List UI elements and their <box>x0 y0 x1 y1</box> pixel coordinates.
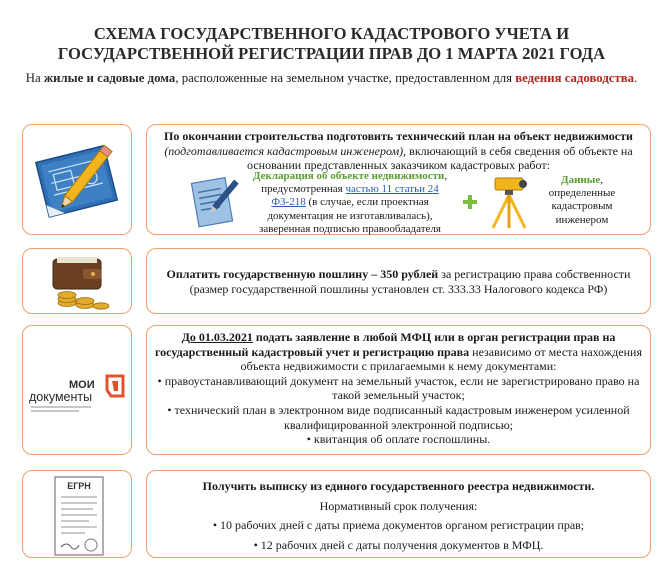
list-item: • правоустанавливающий документ на земельный участок, если не зарегистрировано право на такой земельный участок; <box>157 373 640 403</box>
step3-submit-application: До 01.03.2021 подать заявление в любой МФЦ или в орган регистрации прав на государственный кадастровый учет и регистрацию права независимо от места нахождения объекта недвижимости с прилагаемыми к нему документами: • правоустанавливающий документ на земельный участок, если не зарегистрировано право на такой земельный участок; • технический план в электронном виде подписанный кадастровым инженером усиленной квалифицированной электронной подписью; • квитанция об оплате госпошлины. <box>146 325 651 455</box>
surveying-tripod-icon <box>487 172 533 234</box>
step2-state-duty: Оплатить государственную пошлину – 350 рублей за регистрацию права собственности (размер государственной пошлины установлен ст. 333.33 Налогового кодекса РФ) <box>146 248 651 314</box>
egrn-document-icon <box>22 470 132 558</box>
page-title: СХЕМА ГОСУДАРСТВЕННОГО КАДАСТРОВОГО УЧЕТА И ГОСУДАРСТВЕННОЙ РЕГИСТРАЦИИ ПРАВ ДО 1 МАРТА 2021 ГОДА <box>57 24 606 63</box>
page-subtitle: На жилые и садовые дома, расположенные на земельном участке, предоставленном для ведения садоводства. <box>25 71 638 85</box>
moi-dokumenty-logo <box>22 325 132 455</box>
declaration-document-icon <box>187 170 241 234</box>
svg-text:ЕГРН: ЕГРН <box>67 481 91 491</box>
svg-text:документы: документы <box>29 390 93 404</box>
list-item: • технический план в электронном виде подписанный кадастровым инженером усиленной квалифицированной электронной подписью; <box>167 402 630 432</box>
surveyor-data-text: Данные, определенные кадастровым инженером <box>548 174 616 226</box>
fz218-link[interactable]: частью 11 статьи 24 ФЗ-218 <box>271 183 439 209</box>
list-item: • 10 рабочих дней с даты приема документов органом регистрации прав; <box>212 518 585 533</box>
plus-icon <box>462 194 478 214</box>
blueprint-pencil-icon <box>22 124 132 235</box>
declaration-text: Декларация об объекте недвижимости, предусмотренная частью 11 статьи 24 ФЗ-218 (в случае, если проектная документация не изготавливалась), заверенная подписью правообладателя <box>252 170 448 235</box>
step4-get-extract: Получить выписку из единого государственного реестра недвижимости. Нормативный срок получения: • 10 рабочих дней с даты приема документов органом регистрации прав; • 12 рабочих дней с даты получения документов в МФЦ. <box>146 470 651 558</box>
wallet-coins-icon <box>22 248 132 314</box>
documents-list <box>153 374 644 447</box>
svg-text:МОИ: МОИ <box>69 379 95 391</box>
step1-technical-plan: По окончании строительства подготовить технический план на объект недвижимости (подготавливается кадастровым инженером), включающий в себя сведения об объекте на основании представленных заказчиком кадастровых работ: Декларация об объекте недвижимости, предусмотренная частью 11 статьи 24 ФЗ-218 (в случае, если проектная документация не изготавливалась), заверенная подписью правообладателя Данные, определенные кадастровым инженером <box>146 124 651 235</box>
list-item: • квитанция об оплате госпошлины. <box>306 432 491 447</box>
list-item: • 12 рабочих дней с даты получения документов в МФЦ. <box>253 537 544 552</box>
